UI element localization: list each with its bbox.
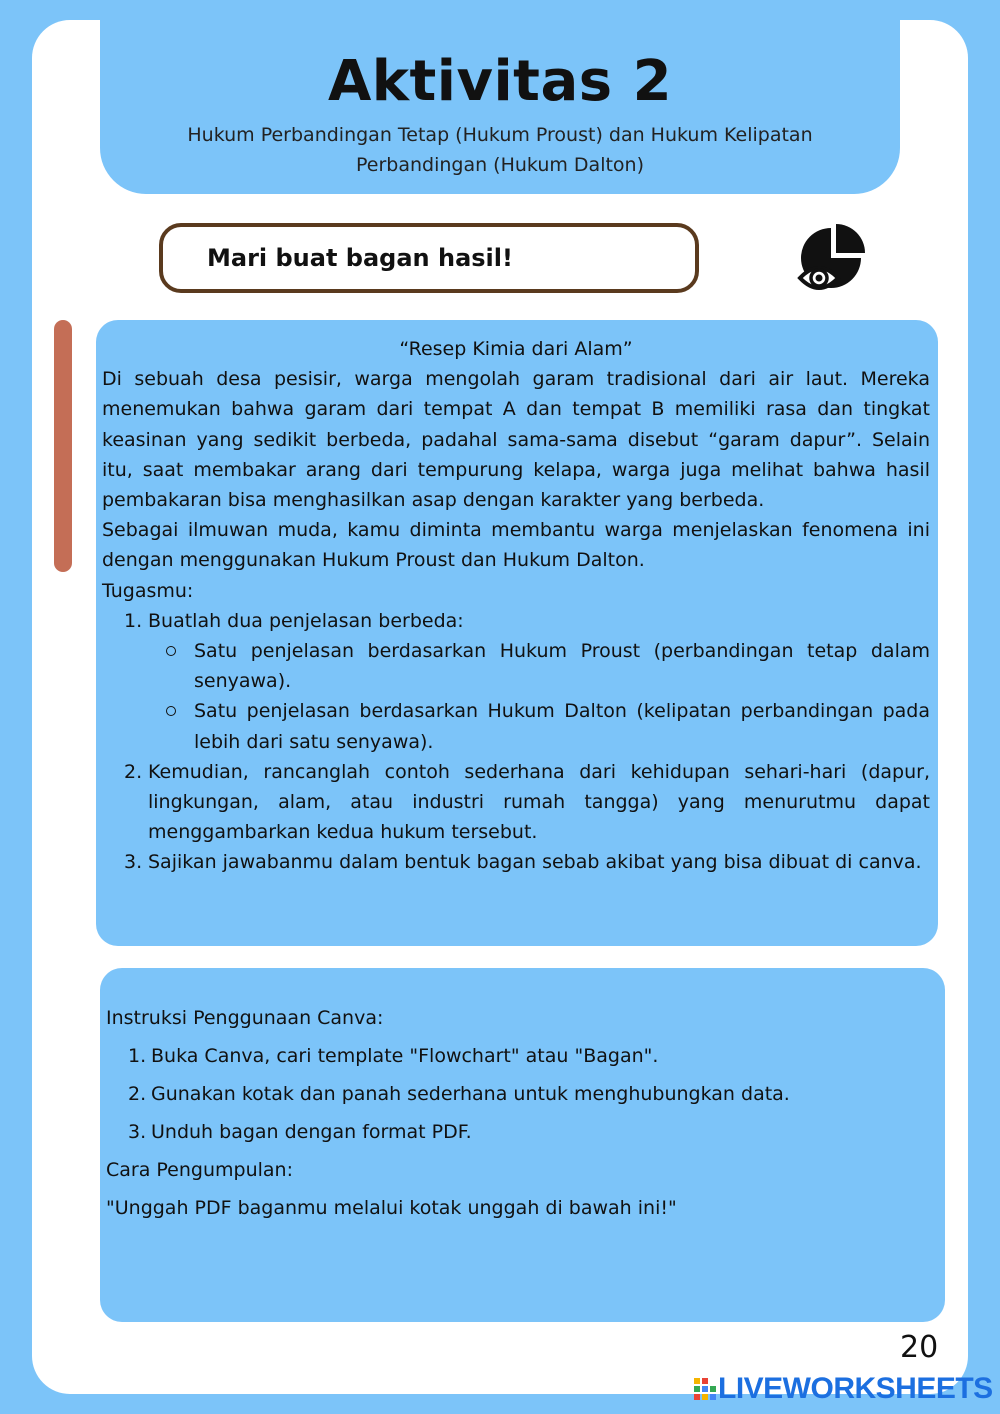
task-text: Buatlah dua penjelasan berbeda:	[148, 609, 464, 632]
chart-eye-icon	[795, 222, 867, 296]
task-number: 1.	[124, 609, 143, 632]
circle-bullet-icon	[166, 646, 176, 656]
task-subitem	[102, 636, 930, 696]
brand-text: LIVEWORKSHEETS	[718, 1372, 993, 1405]
header-banner	[100, 0, 900, 194]
task-text: Sajikan jawabanmu dalam bentuk bagan sebab akibat yang bisa dibuat di canva.	[148, 851, 922, 874]
page-subtitle	[140, 120, 860, 180]
task-item	[102, 847, 930, 877]
step-number: 1.	[128, 1045, 147, 1067]
story-title: “Resep Kimia dari Alam”	[399, 338, 633, 360]
liveworksheets-logo-icon	[694, 1378, 716, 1402]
step-text: Gunakan kotak dan panah sederhana untuk menghubungkan data.	[151, 1083, 790, 1105]
task-item	[102, 757, 930, 848]
step-text: Unduh bagan dengan format PDF.	[151, 1121, 472, 1143]
story-paragraph-2: Sebagai ilmuwan muda, kamu diminta membantu warga menjelaskan fenomena ini dengan menggunakan Hukum Proust dan Hukum Dalton.	[102, 519, 930, 572]
instruction-step	[106, 1075, 926, 1113]
decorative-bar	[54, 320, 72, 572]
circle-bullet-icon	[166, 706, 176, 716]
step-text: Buka Canva, cari template "Flowchart" atau "Bagan".	[151, 1045, 659, 1067]
step-number: 3.	[128, 1121, 147, 1143]
task-number: 2.	[124, 760, 143, 783]
task-text: Kemudian, rancanglah contoh sederhana dari kehidupan sehari-hari (dapur, lingkungan, alam, atau industri rumah tangga) yang menurutmu dapat menggambarkan kedua hukum tersebut.	[148, 760, 930, 844]
activity-label: Mari buat bagan hasil!	[207, 244, 513, 272]
tasks-label: Tugasmu:	[102, 579, 194, 602]
step-number: 2.	[128, 1083, 147, 1105]
subtitle-line-2: Perbandingan (Hukum Dalton)	[355, 154, 645, 176]
submit-text: "Unggah PDF baganmu melalui kotak unggah di bawah ini!"	[106, 1197, 677, 1219]
instruction-step	[106, 1113, 926, 1151]
subitem-text: Satu penjelasan berdasarkan Hukum Dalton (kelipatan perbandingan pada lebih dari satu senyawa).	[194, 700, 930, 753]
instructions-label: Instruksi Penggunaan Canva:	[106, 1007, 384, 1029]
subitem-text: Satu penjelasan berdasarkan Hukum Proust (perbandingan tetap dalam senyawa).	[194, 640, 930, 693]
page-number: 20	[900, 1330, 939, 1365]
task-item	[102, 606, 930, 636]
story-card	[96, 320, 938, 946]
task-number: 3.	[124, 851, 143, 874]
story-paragraph-1: Di sebuah desa pesisir, warga mengolah garam tradisional dari air laut. Mereka menemukan bahwa garam dari tempat A dan tempat B memiliki rasa dan tingkat keasinan yang sedikit berbeda, padahal sama-sama disebut “garam dapur”. Selain itu, saat membakar arang dari tempurung kelapa, warga juga melihat bahwa hasil pembakaran bisa menghasilkan asap dengan karakter yang berbeda.	[102, 368, 930, 512]
task-subitem	[102, 696, 930, 756]
page-title: Aktivitas 2	[327, 49, 673, 114]
activity-label-box	[159, 223, 699, 293]
submit-label: Cara Pengumpulan:	[106, 1159, 293, 1181]
instructions-card	[100, 968, 945, 1322]
subtitle-line-1: Hukum Perbandingan Tetap (Hukum Proust) dan Hukum Kelipatan	[187, 124, 813, 146]
instruction-step	[106, 1037, 926, 1075]
